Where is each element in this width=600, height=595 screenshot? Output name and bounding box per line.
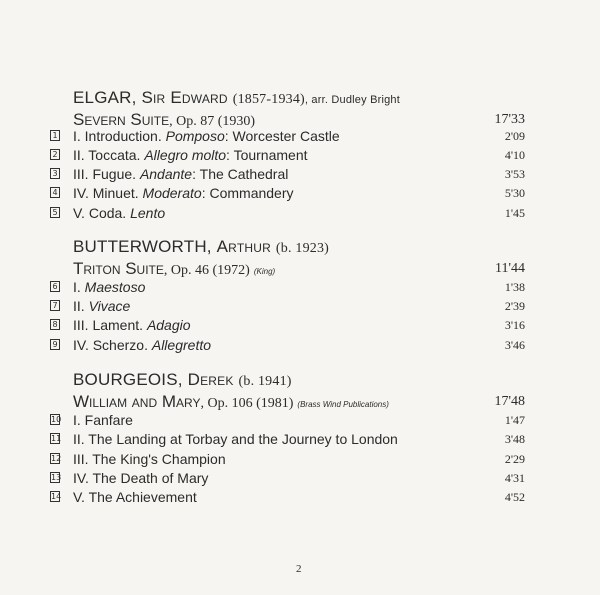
track-duration: 4'10 [504,148,525,162]
page-number: 2 [296,563,302,575]
track-duration: 3'48 [504,432,525,446]
tempo-marking: Moderato [142,185,202,201]
track-title: II. Toccata. Allegro molto: Tournament [73,147,308,163]
composer-heading [73,237,329,257]
work-opus: , Op. 87 (1930) [169,114,256,129]
track-title: I. Maestoso [73,279,146,295]
track-number: 2 [50,149,60,160]
track-row [0,337,600,356]
composer-forename: Sir Edward [141,88,228,107]
composer-dates: (1857-1934) [232,92,305,107]
track-title: IV. Minuet. Moderato: Commandery [73,185,294,201]
track-row [0,298,600,317]
arranger-credit: , arr. Dudley Bright [304,94,400,106]
track-row [0,470,600,489]
track-row [0,489,600,508]
track-title: III. Fugue. Andante: The Cathedral [73,166,289,182]
track-title: V. The Achievement [73,489,197,505]
track-number: 1 [50,130,60,141]
work-title: William and Mary [73,392,201,411]
track-row [0,147,600,166]
composer-forename: Derek [187,370,234,389]
track-row [0,128,600,147]
track-title: II. Vivace [73,298,131,314]
track-row [0,431,600,450]
track-duration: 4'31 [504,471,525,485]
work-title: Severn Suite [73,110,170,129]
publisher-credit: (Brass Wind Publications) [297,400,389,409]
track-title: II. The Landing at Torbay and the Journey to London [73,431,398,447]
track-number: 6 [50,281,60,292]
track-number: 3 [50,168,60,179]
track-duration: 3'46 [504,338,525,352]
track-row [0,279,600,298]
track-number: 10 [51,415,62,424]
work-opus: , Op. 46 (1972) [163,263,250,278]
track-row [0,185,600,204]
track-number: 7 [50,300,60,311]
work-heading [73,392,389,412]
track-title: IV. The Death of Mary [73,470,209,486]
track-duration: 2'29 [504,452,525,466]
track-duration: 3'16 [504,318,525,332]
work-total-duration: 17'48 [494,394,525,409]
work-title: Triton Suite [73,259,164,278]
track-row [0,412,600,431]
track-row [0,166,600,185]
track-number: 12 [51,454,62,463]
track-duration: 4'52 [504,490,525,504]
track-duration: 3'53 [504,167,525,181]
tempo-marking: Vivace [88,298,131,314]
track-number: 4 [50,187,60,198]
track-title: V. Coda. Lento [73,205,166,221]
track-title: I. Introduction. Pomposo: Worcester Castle [73,128,340,144]
track-number: 9 [50,339,60,350]
composer-surname: ELGAR, [73,88,142,107]
tempo-marking: Allegro molto [144,147,227,163]
track-number: 8 [50,319,60,330]
work-total-duration: 11'44 [494,261,525,276]
work-total-duration: 17'33 [494,112,525,127]
track-title: I. Fanfare [73,412,133,428]
tempo-marking: Adagio [146,317,191,333]
track-row [0,205,600,224]
track-title: IV. Scherzo. Allegretto [73,337,212,353]
work-opus: , Op. 106 (1981) [200,396,294,411]
track-duration: 1'38 [504,280,525,294]
composer-dates: (b. 1923) [275,241,330,256]
tempo-marking: Maestoso [84,279,146,295]
track-row [0,317,600,336]
track-number: 14 [51,492,62,501]
tempo-marking: Pomposo [165,128,225,144]
work-heading [73,110,255,130]
publisher-credit: (King) [253,267,276,276]
work-heading [73,259,275,279]
composer-surname: BOURGEOIS, [73,370,188,389]
track-duration: 5'30 [504,186,525,200]
composer-surname: BUTTERWORTH, [73,237,217,256]
track-title: III. Lament. Adagio [73,317,191,333]
composer-heading [73,88,400,108]
track-duration: 1'45 [504,206,525,220]
tempo-marking: Allegretto [151,337,212,353]
track-number: 13 [51,473,62,482]
track-row [0,451,600,470]
track-duration: 2'39 [504,299,525,313]
track-number: 11 [51,434,62,443]
composer-dates: (b. 1941) [238,374,292,389]
track-duration: 2'09 [504,129,525,143]
track-duration: 1'47 [504,413,525,427]
tempo-marking: Andante [139,166,193,182]
composer-forename: Arthur [216,237,271,256]
tempo-marking: Lento [130,205,166,221]
composer-heading [73,370,292,390]
track-number: 5 [50,207,60,218]
track-title: III. The King's Champion [73,451,226,467]
